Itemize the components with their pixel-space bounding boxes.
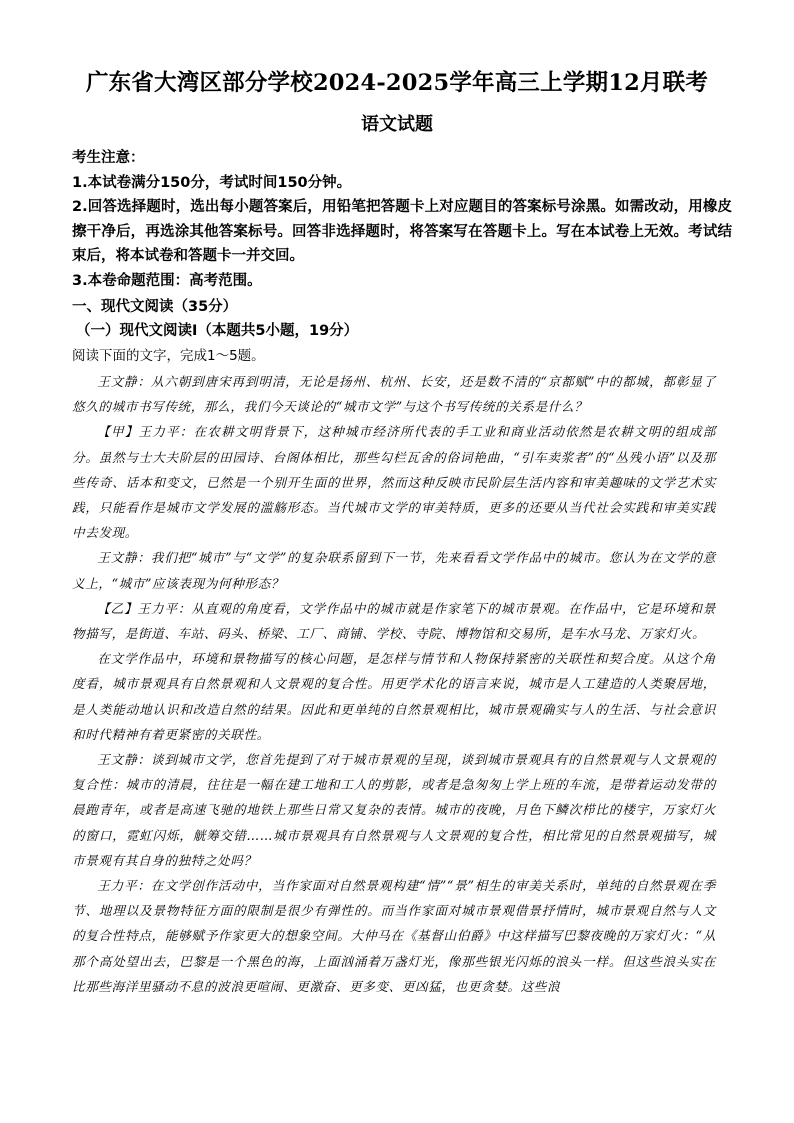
- exam-subtitle: 语文试题: [361, 114, 433, 135]
- section-subtitle: （一）现代文阅读Ⅰ（本题共5小题，19分）: [76, 323, 359, 339]
- passage-paragraph: 【乙】王力平：从直观的角度看，文学作品中的城市就是作家笔下的城市景观。在作品中，它是环境和景物描写，是街道、车站、码头、桥梁、工厂、商铺、学校、寺院、博物馆和交易所，是车水马龙、万家灯火。: [72, 600, 716, 642]
- reading-passage: [72, 369, 716, 999]
- note-item: 2.回答选择题时，选出每小题答案后，用铅笔把答题卡上对应题目的答案标号涂黑。如需改动，用橡皮擦干净后，再选涂其他答案标号。回答非选择题时，将答案写在答题卡上。写在本试卷上无效。考试结束后，将本试卷和答题卡一并交回。: [72, 199, 732, 265]
- passage-paragraph: 在文学作品中，环境和景物描写的核心问题，是怎样与情节和人物保持紧密的关联性和契合度。从这个角度看，城市景观具有自然景观和人文景观的复合性。用更学术化的语言来说，城市是人工建造的人类聚居地，是人类能动地认识和改造自然的结果。因此和更单纯的自然景观相比，城市景观确实与人的生活、与社会意识和时代精神有着更紧密的关联性。: [72, 651, 716, 742]
- candidate-notes: [72, 146, 732, 294]
- section-title: 一、现代文阅读（35分）: [72, 299, 238, 315]
- passage-paragraph: 王文静：从六朝到唐宋再到明清，无论是扬州、杭州、长安，还是数不清的“京都赋”中的都城，都彰显了悠久的城市书写传统，那么，我们今天谈论的“城市文学”与这个书写传统的关系是什么？: [72, 374, 716, 415]
- passage-paragraph: 王文静：谈到城市文学，您首先提到了对于城市景观的呈现，谈到城市景观具有的自然景观与人文景观的复合性：城市的清晨，往往是一幅在建工地和工人的剪影，或者是急匆匆上学上班的车流，是带着运动发带的晨跑青年，或者是高速飞驰的地铁上那些日常又复杂的表情。城市的夜晚，月色下鳞次栉比的楼宇，万家灯火的窗口，霓虹闪烁，觥筹交错……城市景观具有自然景观与人文景观的复合性，相比常见的自然景观描写，城市景观有其自身的独特之处吗？: [72, 752, 716, 868]
- notes-heading: 考生注意：: [72, 150, 145, 166]
- passage-paragraph: 王力平：在文学创作活动中，当作家面对自然景观构建“情”“景”相生的审美关系时，单纯的自然景观在季节、地理以及景物特征方面的限制是很少有弹性的。而当作家面对城市景观借景抒情时，城市景观自然与人文的复合性特点，能够赋予作家更大的想象空间。大仲马在《基督山伯爵》中这样描写巴黎夜晚的万家灯火：“从那个高处望出去，巴黎是一个黑色的海，上面汹涌着万盏灯光，像那些银光闪烁的浪头一样。但这些浪头实在比那些海洋里骚动不息的波浪更喧闹、更激奋、更多变、更凶猛，也更贪婪。这些浪: [72, 878, 716, 994]
- exam-title: 广东省大湾区部分学校2024-2025学年高三上学期12月联考: [85, 70, 709, 96]
- note-item: 1.本试卷满分150分，考试时间150分钟。: [72, 174, 352, 191]
- passage-paragraph: 王文静：我们把“城市”与“文学”的复杂联系留到下一节，先来看看文学作品中的城市。您认为在文学的意义上，“城市”应该表现为何种形态？: [72, 550, 716, 591]
- reading-instruction: 阅读下面的文字，完成1～5题。: [72, 348, 265, 364]
- note-item: 3.本卷命题范围：高考范围。: [72, 272, 262, 289]
- passage-paragraph: 【甲】王力平：在农耕文明背景下，这种城市经济所代表的手工业和商业活动依然是农耕文明的组成部分。虽然与士大夫阶层的田园诗、台阁体相比，那些勾栏瓦舍的俗词艳曲，“引车卖浆者”的“丛残小语”以及那些传奇、话本和变文，已然是一个别开生面的世界，然而这种反映市民阶层生活内容和审美趣味的文学艺术实践，只能看作是城市文学发展的滥觞形态。当代城市文学的审美特质，更多的还要从当代社会实践和审美实践中去发现。: [72, 424, 716, 541]
